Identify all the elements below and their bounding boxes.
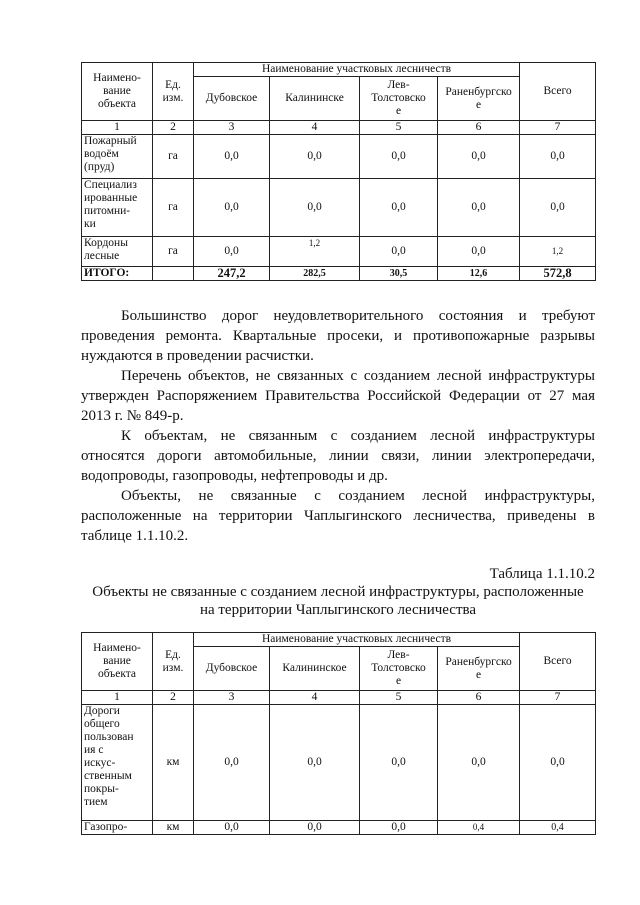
header-col-ranenburgskoe: Раненбургско е (438, 77, 520, 121)
total-unit (153, 267, 194, 281)
row-value: 0,0 (520, 135, 596, 179)
row-unit: км (153, 821, 194, 835)
total-value: 572,8 (520, 267, 596, 281)
table-row (82, 237, 596, 267)
total-value: 12,6 (438, 267, 520, 281)
col-num: 1 (82, 121, 153, 135)
column-numbers-row (82, 121, 596, 135)
row-value: 0,0 (438, 705, 520, 821)
row-value: 0,0 (270, 179, 360, 237)
total-value: 247,2 (194, 267, 270, 281)
header-total: Всего (520, 633, 596, 691)
col-num: 2 (153, 691, 194, 705)
col-num: 6 (438, 121, 520, 135)
row-value: 0,4 (520, 821, 596, 835)
forest-objects-table-1 (81, 62, 596, 281)
col-num: 6 (438, 691, 520, 705)
paragraph-roads-condition: Большинство дорог неудовлетворительного состояния и требуют проведения ремонта. Квартальные просеки, и противопожарные разрывы нуждаются в проведении расчистки. (81, 308, 595, 364)
row-value: 0,0 (194, 179, 270, 237)
row-name: Кордоны лесные (82, 237, 153, 267)
col-num: 4 (270, 121, 360, 135)
col-num: 7 (520, 691, 596, 705)
table-row (82, 179, 596, 237)
header-col-lev-tolstovskoe: Лев- Толстовско е (360, 77, 438, 121)
header-unit: Ед. изм. (153, 633, 194, 691)
row-name: Пожарный водоём (пруд) (82, 135, 153, 179)
row-unit: га (153, 179, 194, 237)
header-unit: Ед. изм. (153, 63, 194, 121)
header-group: Наименование участковых лесничеств (194, 633, 520, 647)
row-value: 0,0 (438, 237, 520, 267)
col-num: 3 (194, 121, 270, 135)
row-unit: га (153, 135, 194, 179)
forest-objects-table-2 (81, 632, 596, 835)
row-value: 1,2 (270, 237, 360, 267)
header-col-ranenburgskoe: Раненбургско е (438, 647, 520, 691)
total-label: ИТОГО: (82, 267, 153, 281)
total-value: 282,5 (270, 267, 360, 281)
col-num: 7 (520, 121, 596, 135)
total-value: 30,5 (360, 267, 438, 281)
header-col-lev-tolstovskoe: Лев- Толстовско е (360, 647, 438, 691)
row-name: Специализ ированные питомни- ки (82, 179, 153, 237)
header-col-kalininskoe: Калининское (270, 647, 360, 691)
row-value: 1,2 (520, 237, 596, 267)
row-value: 0,0 (360, 237, 438, 267)
total-row (82, 267, 596, 281)
col-num: 5 (360, 121, 438, 135)
row-unit: км (153, 705, 194, 821)
col-num: 5 (360, 691, 438, 705)
col-num: 4 (270, 691, 360, 705)
paragraph-objects-reference: Объекты, не связанные с созданием лесной инфраструктуры, расположенные на территории Чаплыгинского лесничества, приведены в таблице 1.1.10.2. (81, 488, 595, 544)
paragraph-objects-list-decree: Перечень объектов, не связанных с созданием лесной инфраструктуры утвержден Распоряжением Правительства Российской Федерации от 27 мая 2013 г. № 849-р. (81, 368, 595, 424)
row-value: 0,0 (194, 821, 270, 835)
row-value: 0,0 (194, 135, 270, 179)
col-num: 2 (153, 121, 194, 135)
table-row (82, 135, 596, 179)
table-row (82, 821, 596, 835)
row-unit: га (153, 237, 194, 267)
row-value: 0,0 (520, 705, 596, 821)
row-value: 0,0 (360, 135, 438, 179)
paragraph-objects-types: К объектам, не связанным с созданием лесной инфраструктуры относятся дороги автомобильные, линии связи, линии электропередачи, водопроводы, газопроводы, нефтепроводы и др. (81, 428, 595, 484)
row-value: 0,0 (360, 821, 438, 835)
col-num: 3 (194, 691, 270, 705)
row-value: 0,0 (270, 705, 360, 821)
row-name: Газопро- (82, 821, 153, 835)
header-name: Наимено- вание объекта (82, 633, 153, 691)
row-value: 0,0 (270, 821, 360, 835)
col-num: 1 (82, 691, 153, 705)
header-col-kalininskoe: Калининске (270, 77, 360, 121)
table-row (82, 705, 596, 821)
row-value: 0,0 (194, 237, 270, 267)
column-numbers-row (82, 691, 596, 705)
row-value: 0,0 (360, 179, 438, 237)
row-name: Дороги общего пользован ия с искус- ственным покры- тием (82, 705, 153, 821)
header-total: Всего (520, 63, 596, 121)
row-value: 0,4 (438, 821, 520, 835)
row-value: 0,0 (360, 705, 438, 821)
table-number: Таблица 1.1.10.2 (489, 566, 595, 582)
row-value: 0,0 (438, 179, 520, 237)
row-value: 0,0 (270, 135, 360, 179)
header-group: Наименование участковых лесничеств (194, 63, 520, 77)
header-col-dubovskoe: Дубовское (194, 647, 270, 691)
row-value: 0,0 (194, 705, 270, 821)
header-col-dubovskoe: Дубовское (194, 77, 270, 121)
table-caption: Объекты не связанные с созданием лесной инфраструктуры, расположенные на территории Чаплыгинского лесничества (92, 584, 584, 618)
row-value: 0,0 (520, 179, 596, 237)
row-value: 0,0 (438, 135, 520, 179)
header-name: Наимено- вание объекта (82, 63, 153, 121)
